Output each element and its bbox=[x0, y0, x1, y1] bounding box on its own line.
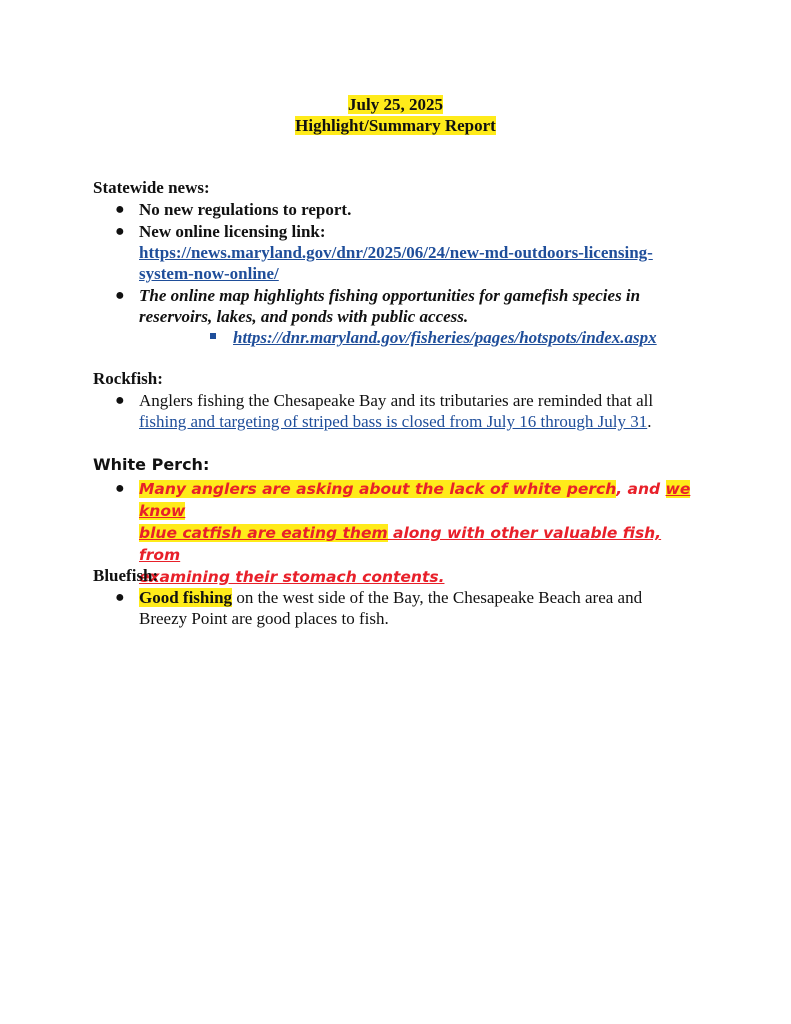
rockfish-text: Anglers fishing the Chesapeake Bay and its tributaries are reminded that all bbox=[139, 391, 654, 410]
white-perch-text-4b: examining their stomach contents. bbox=[139, 568, 445, 586]
white-perch-item bbox=[139, 478, 699, 588]
map-text-line2: reservoirs, lakes, and ponds with public access. bbox=[139, 307, 469, 326]
white-perch-text-4a: along with other valuable fish, from bbox=[139, 524, 662, 564]
striped-bass-closure-link[interactable]: fishing and targeting of striped bass is closed from July 16 through July 31 bbox=[139, 412, 648, 431]
hotspots-link[interactable]: https://dnr.maryland.gov/fisheries/pages/hotspots/index.aspx bbox=[233, 328, 657, 347]
statewide-item-licensing-label: New online licensing link: bbox=[139, 222, 326, 241]
bullet-icon: ● bbox=[115, 201, 125, 218]
bullet-icon: ● bbox=[115, 589, 125, 606]
bullet-icon: ● bbox=[115, 223, 125, 240]
white-perch-highlight-2b: blue catfish are eating them bbox=[139, 524, 388, 542]
bluefish-item bbox=[139, 587, 699, 629]
rockfish-item bbox=[139, 390, 699, 432]
licensing-link-line2[interactable]: system-now-online/ bbox=[139, 264, 279, 283]
rockfish-period: . bbox=[647, 412, 652, 431]
white-perch-heading: White Perch: bbox=[93, 455, 210, 474]
bullet-icon: ● bbox=[115, 392, 125, 409]
statewide-item-map bbox=[139, 285, 699, 327]
bullet-icon: ● bbox=[115, 287, 125, 304]
square-bullet-icon bbox=[210, 333, 216, 339]
licensing-link[interactable] bbox=[139, 242, 699, 284]
map-text-line1: The online map highlights fishing opportunities for gamefish species in bbox=[139, 286, 641, 305]
bullet-icon: ● bbox=[115, 480, 125, 497]
bluefish-text-line1: on the west side of the Bay, the Chesapeake Beach area and bbox=[232, 588, 643, 607]
bluefish-heading: Bluefish: bbox=[93, 566, 159, 585]
report-title: Highlight/Summary Report bbox=[295, 116, 496, 135]
statewide-item-regulations: No new regulations to report. bbox=[139, 200, 352, 219]
licensing-link-line1[interactable]: https://news.maryland.gov/dnr/2025/06/24/new-md-outdoors-licensing- bbox=[139, 243, 653, 262]
bluefish-text-line2: Breezy Point are good places to fish. bbox=[139, 609, 389, 628]
white-perch-text-2: , and bbox=[616, 480, 666, 498]
rockfish-heading: Rockfish: bbox=[93, 369, 163, 388]
hotspots-link-wrapper[interactable] bbox=[233, 327, 703, 348]
white-perch-highlight-1: Many anglers are asking about the lack of white perch bbox=[139, 480, 617, 498]
statewide-heading: Statewide news: bbox=[93, 178, 210, 197]
white-perch-highlight-2a: we know bbox=[139, 480, 691, 520]
report-date: July 25, 2025 bbox=[348, 95, 443, 114]
good-fishing-highlight: Good fishing bbox=[139, 588, 233, 607]
